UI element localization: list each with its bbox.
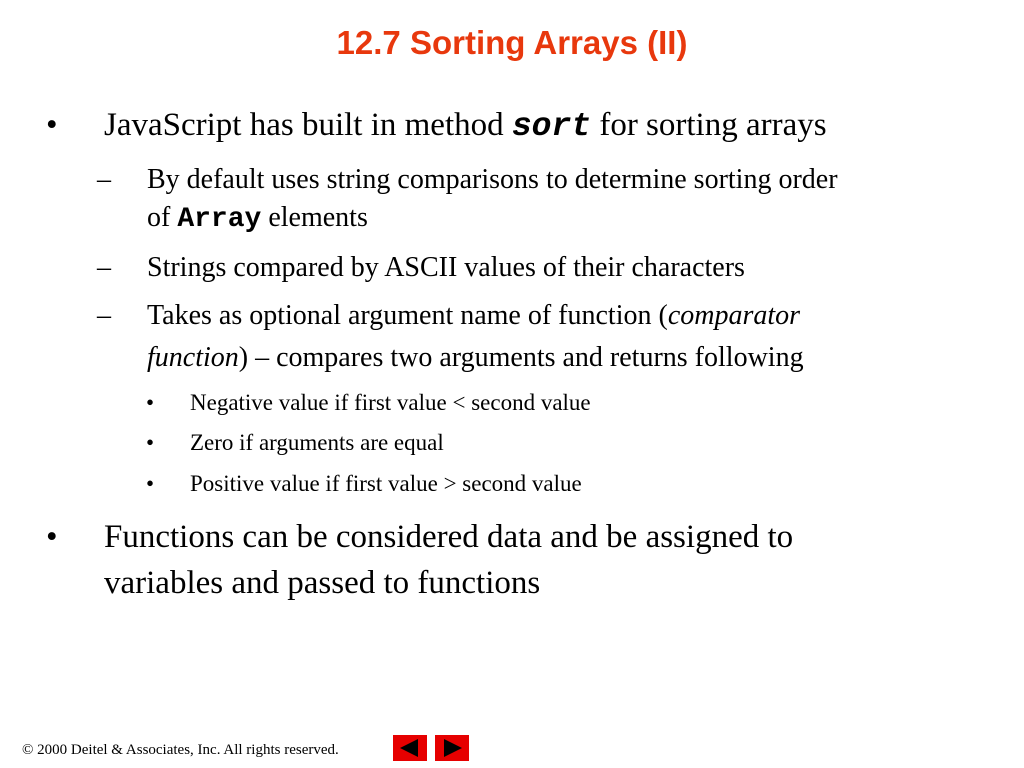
bullet-text: for sorting arrays <box>591 107 827 143</box>
bullet-functions-data: Functions can be considered data and be assigned to <box>104 519 794 555</box>
bullet-text: JavaScript has built in method <box>104 107 512 143</box>
slide-title: 12.7 Sorting Arrays (II) <box>336 24 688 61</box>
bullet-marker: • <box>146 471 155 496</box>
next-arrow-icon <box>435 735 469 761</box>
previous-arrow-icon <box>393 735 427 761</box>
bullet-marker: • <box>146 430 155 455</box>
sub-bullet-text: ) – compares two arguments and returns following <box>238 342 804 373</box>
sub-bullet-default-comparison <box>147 160 838 200</box>
bullet-marker: • <box>146 390 155 415</box>
comparator-term: comparator <box>667 300 801 331</box>
detail-zero: Zero if arguments are equal <box>190 430 444 455</box>
bullet-marker: • <box>46 107 58 143</box>
sub-bullet-text: Strings compared by ASCII values of their characters <box>147 252 745 283</box>
next-slide-button[interactable] <box>435 735 469 761</box>
copyright-footer <box>22 741 339 759</box>
sub-bullet-text: By default uses string comparisons to determine sorting order <box>147 164 838 195</box>
detail-negative: Negative value if first value < second value <box>190 390 591 415</box>
sub-bullet-text: Takes as optional argument name of function ( <box>147 300 668 331</box>
sub-bullet-text: elements <box>261 202 368 233</box>
sub-bullet-comparator-line2 <box>147 338 804 378</box>
copyright-text: 2000 Deitel & Associates, Inc. All rights reserved. <box>33 742 339 758</box>
copyright-icon: © <box>22 742 34 758</box>
sub-bullet-ascii <box>147 248 745 288</box>
bullet-functions-data-line2: variables and passed to functions <box>104 565 541 601</box>
function-term: function <box>147 342 239 373</box>
dash-marker: – <box>97 164 111 195</box>
sub-bullet-comparator <box>147 296 800 336</box>
bullet-marker: • <box>46 519 58 555</box>
sub-bullet-default-comparison-line2 <box>147 198 368 240</box>
bullet-sort-method <box>104 104 827 148</box>
dash-marker: – <box>97 300 111 331</box>
dash-marker: – <box>97 252 111 283</box>
detail-positive: Positive value if first value > second value <box>190 471 582 496</box>
previous-slide-button[interactable] <box>393 735 427 761</box>
code-sort: sort <box>511 108 592 145</box>
sub-bullet-text: of <box>147 202 178 233</box>
code-array: Array <box>177 204 262 235</box>
